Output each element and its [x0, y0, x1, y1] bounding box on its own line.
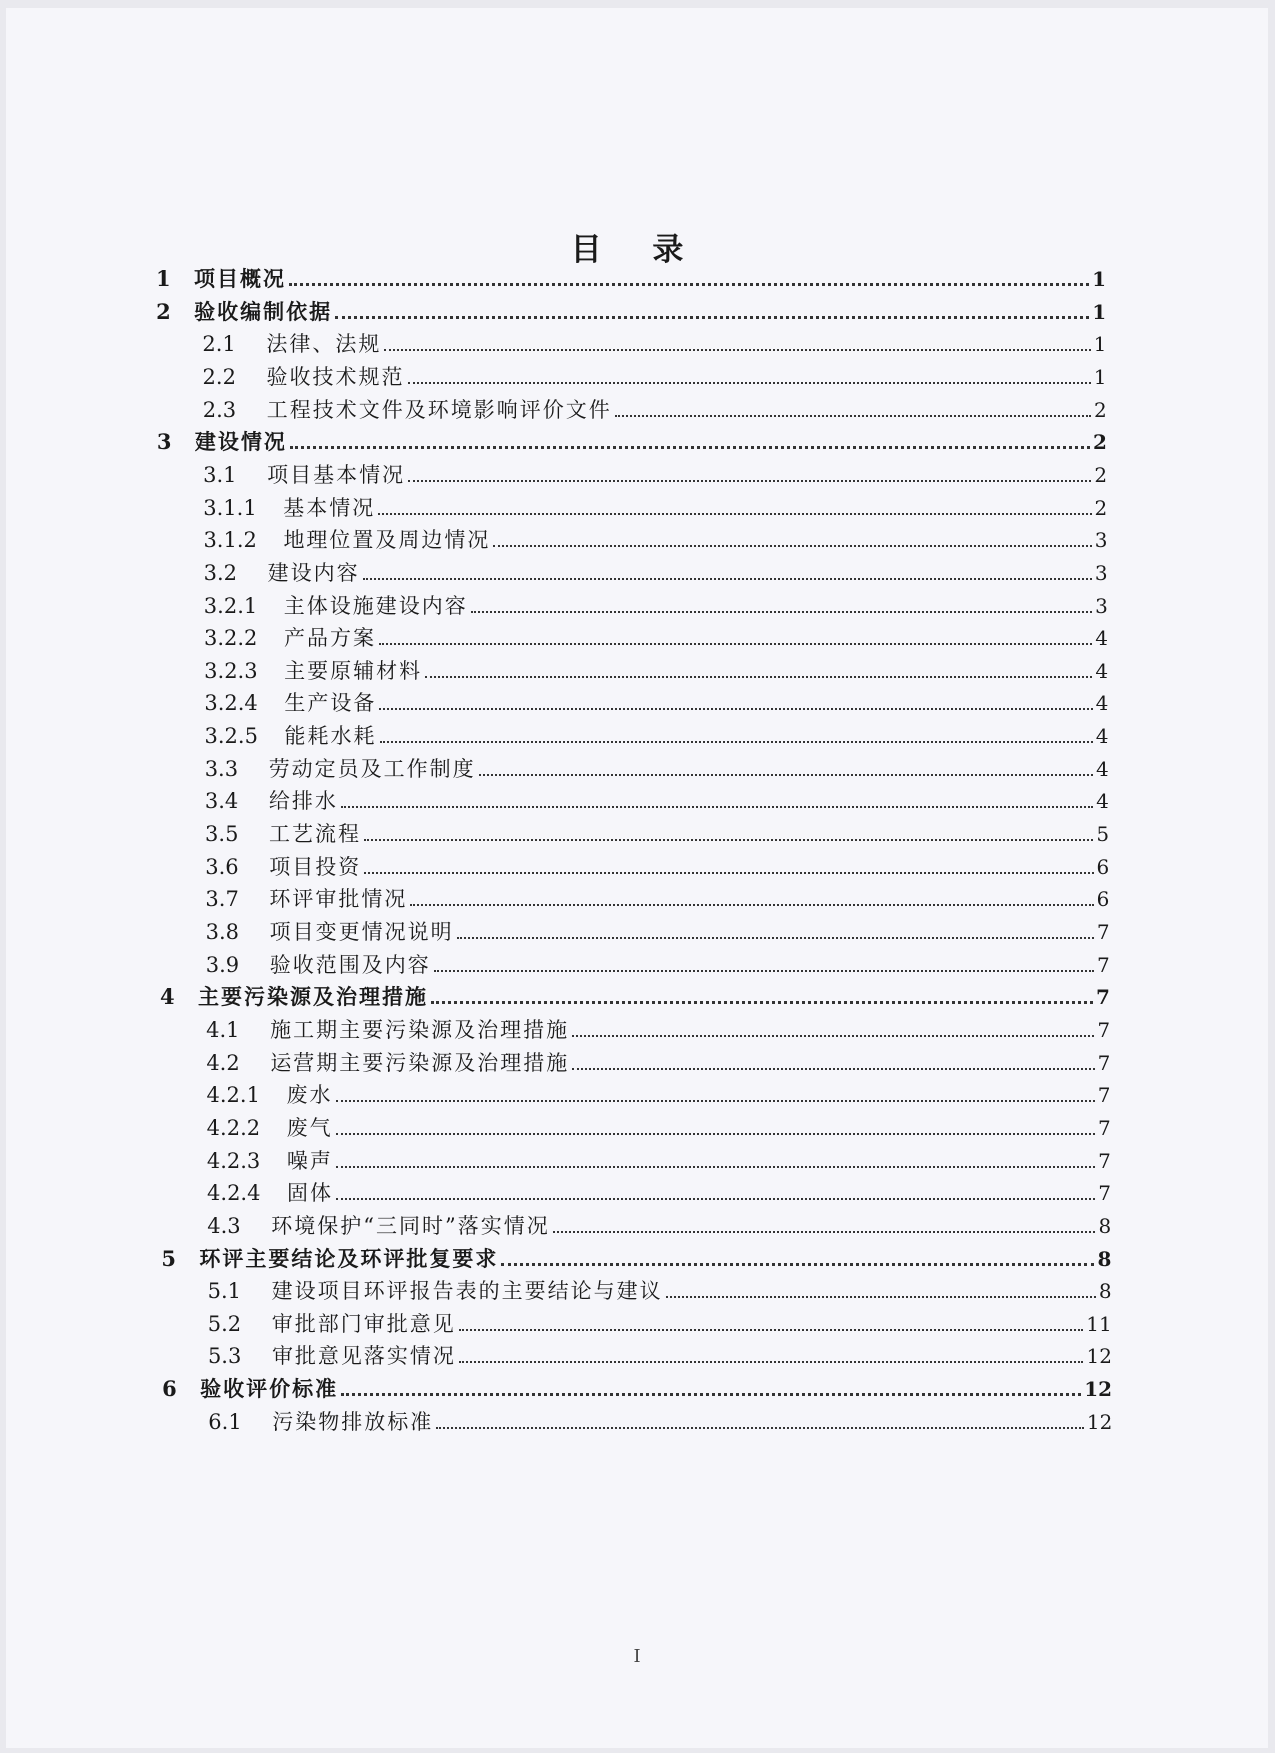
toc-entry-page: 7 — [1097, 1083, 1111, 1108]
toc-entry[interactable] — [162, 1368, 1112, 1402]
dot-leader — [459, 1361, 1084, 1363]
toc-entry[interactable] — [206, 1009, 1110, 1043]
toc-entry-title: 法律、法规 — [266, 332, 382, 357]
toc-entry[interactable] — [206, 944, 1110, 978]
dot-leader — [335, 316, 1089, 319]
toc-entry-number: 3.3 — [204, 756, 239, 781]
toc-entry-page: 1 — [1093, 332, 1107, 357]
toc-entry-page: 2 — [1093, 397, 1107, 422]
toc-entry-page: 6 — [1096, 854, 1110, 879]
toc-entry-title: 工程技术文件及环境影响评价文件 — [266, 397, 612, 422]
toc-entry-title: 主要污染源及治理措施 — [197, 984, 428, 1010]
toc-entry-page: 7 — [1096, 985, 1110, 1010]
dot-leader — [336, 1100, 1095, 1102]
toc-entry-number: 3.1.2 — [203, 528, 257, 553]
toc-entry-page: 4 — [1095, 756, 1109, 781]
toc-entry[interactable] — [206, 911, 1110, 945]
toc-entry-number: 3.9 — [205, 952, 240, 977]
toc-entry-page: 4 — [1095, 724, 1109, 749]
toc-entry[interactable] — [205, 878, 1109, 912]
toc-entry-page: 8 — [1098, 1279, 1112, 1304]
dot-leader — [378, 513, 1091, 515]
toc-entry-title: 噪声 — [286, 1148, 333, 1173]
toc-entry[interactable] — [203, 519, 1107, 553]
toc-entry-number: 3.4 — [204, 789, 239, 814]
dot-leader — [341, 806, 1093, 808]
dot-leader — [459, 1329, 1084, 1331]
toc-entry-page: 4 — [1095, 658, 1109, 683]
toc-entry-title: 环评审批情况 — [269, 887, 408, 912]
toc-entry[interactable] — [204, 585, 1108, 619]
toc-entry-page: 12 — [1086, 1344, 1112, 1369]
toc-entry[interactable] — [207, 1140, 1111, 1174]
toc-entry-number: 1 — [156, 266, 171, 291]
toc-entry-number: 3.2.3 — [204, 658, 258, 683]
toc-entry-number: 3.2 — [203, 560, 238, 585]
toc-entry-page: 3 — [1095, 593, 1108, 618]
toc-entry-title: 项目变更情况说明 — [269, 920, 454, 944]
toc-entry-page: 7 — [1098, 1148, 1111, 1173]
toc-entry-number: 2.1 — [202, 332, 236, 357]
dot-leader — [379, 708, 1092, 710]
toc-entry-title: 污染物排放标准 — [272, 1409, 434, 1434]
toc-entry-page: 4 — [1095, 626, 1108, 651]
toc-entry[interactable] — [204, 552, 1108, 586]
toc-entry-page: 3 — [1094, 528, 1108, 553]
toc-entry[interactable] — [206, 1042, 1110, 1076]
toc-entry-page: 6 — [1096, 887, 1110, 912]
toc-entry-number: 3.2.2 — [203, 626, 258, 651]
toc-entry-title: 生产设备 — [284, 691, 377, 716]
toc-entry-page: 7 — [1098, 1181, 1112, 1206]
toc-entry[interactable] — [160, 976, 1110, 1010]
toc-entry-title: 基本情况 — [283, 495, 376, 520]
toc-entry-title: 给排水 — [268, 789, 338, 814]
toc-entry[interactable] — [207, 1107, 1111, 1141]
toc-entry-number: 4 — [159, 984, 175, 1010]
toc-entry-page: 8 — [1097, 1246, 1112, 1271]
toc-entry[interactable] — [157, 421, 1107, 455]
toc-entry[interactable] — [207, 1205, 1111, 1239]
toc-entry[interactable] — [161, 1238, 1111, 1272]
dot-leader — [471, 611, 1092, 613]
toc-entry-number: 4.2.2 — [206, 1115, 261, 1140]
toc-entry-page: 2 — [1094, 462, 1108, 487]
dot-leader — [501, 1263, 1094, 1266]
toc-entry-title: 验收技术规范 — [266, 364, 405, 389]
toc-entry-page: 7 — [1097, 952, 1110, 977]
toc-entry-title: 主要原辅材料 — [284, 658, 423, 683]
toc-entry-title: 产品方案 — [283, 626, 376, 651]
toc-entry-title: 固体 — [287, 1181, 334, 1206]
toc-entry-number: 3.2.5 — [204, 724, 258, 749]
toc-entry-number: 3.1 — [203, 462, 237, 487]
toc-entry-title: 能耗水耗 — [284, 724, 377, 749]
dot-leader — [408, 382, 1091, 384]
toc-entry-title: 验收编制依据 — [194, 298, 333, 324]
page-title: 目 录 — [570, 232, 704, 268]
toc-entry-number: 5 — [161, 1245, 177, 1271]
dot-leader — [666, 1296, 1096, 1298]
toc-entry[interactable] — [205, 715, 1109, 749]
toc-entry-page: 4 — [1096, 789, 1109, 814]
toc-entry-page: 2 — [1092, 430, 1107, 455]
dot-leader — [290, 446, 1090, 449]
toc-entry[interactable] — [208, 1270, 1112, 1304]
dot-leader — [479, 774, 1093, 776]
toc-entry-page: 3 — [1094, 560, 1108, 585]
toc-entry-number: 2 — [156, 298, 171, 324]
toc-entry-number: 4.2.4 — [207, 1181, 261, 1206]
toc-entry-number: 3 — [156, 429, 172, 455]
toc-entry[interactable] — [205, 748, 1109, 782]
toc-entry-page: 7 — [1097, 1017, 1111, 1042]
toc-entry-title: 验收范围及内容 — [269, 952, 431, 977]
toc-entry[interactable] — [202, 323, 1106, 357]
dot-leader — [336, 1133, 1095, 1135]
toc-entry-number: 5.1 — [207, 1279, 241, 1304]
toc-entry[interactable] — [156, 291, 1106, 325]
toc-entry-number: 6 — [162, 1376, 177, 1402]
dot-leader — [336, 1166, 1095, 1168]
toc-entry-title: 建设情况 — [194, 429, 287, 455]
toc-entry-number: 3.5 — [205, 822, 239, 847]
toc-entry[interactable] — [203, 356, 1107, 390]
toc-entry-title: 劳动定员及工作制度 — [268, 756, 476, 781]
toc-entry-page: 12 — [1084, 1377, 1113, 1402]
dot-leader — [379, 643, 1092, 645]
dot-leader — [553, 1231, 1096, 1233]
toc-entry[interactable] — [205, 846, 1109, 880]
dot-leader — [572, 1068, 1094, 1070]
toc-entry[interactable] — [205, 780, 1109, 814]
toc-entry-number: 4.2.3 — [206, 1148, 261, 1173]
page-number-footer: I — [633, 1646, 641, 1667]
toc-entry[interactable] — [203, 389, 1107, 423]
toc-entry-page: 5 — [1096, 822, 1110, 847]
dot-leader — [434, 970, 1094, 972]
toc-entry[interactable] — [204, 650, 1108, 684]
toc-entry-page: 8 — [1098, 1213, 1112, 1238]
toc-entry-title: 审批意见落实情况 — [271, 1344, 456, 1369]
toc-entry-number: 4.2 — [206, 1050, 240, 1075]
toc-entry-page: 7 — [1097, 1050, 1111, 1075]
toc-entry-title: 废水 — [286, 1083, 333, 1108]
toc-entry[interactable] — [204, 682, 1108, 716]
dot-leader — [408, 480, 1091, 482]
toc-entry-number: 3.2.1 — [203, 593, 258, 618]
toc-entry-number: 6.1 — [208, 1409, 242, 1434]
toc-entry-page: 7 — [1096, 920, 1110, 944]
toc-entry-number: 4.2.1 — [206, 1083, 260, 1108]
toc-entry-title: 项目基本情况 — [267, 462, 406, 487]
toc-entry[interactable] — [208, 1335, 1112, 1369]
toc-entry[interactable] — [207, 1172, 1111, 1206]
toc-entry-page: 1 — [1092, 299, 1107, 324]
dot-leader — [380, 741, 1093, 743]
toc-entry[interactable] — [207, 1074, 1111, 1108]
toc-entry-number: 2.2 — [202, 364, 236, 389]
toc-entry-title: 施工期主要污染源及治理措施 — [270, 1017, 570, 1042]
document-page — [6, 8, 1268, 1748]
toc-entry-title: 运营期主要污染源及治理措施 — [270, 1050, 570, 1075]
toc-entry-title: 环评主要结论及环评批复要求 — [199, 1245, 499, 1271]
dot-leader — [364, 839, 1093, 841]
toc-entry-page: 1 — [1093, 364, 1107, 389]
toc-entry[interactable] — [208, 1401, 1112, 1435]
toc-entry-title: 主体设施建设内容 — [283, 593, 468, 618]
toc-entry-page: 4 — [1095, 691, 1109, 716]
toc-entry-title: 审批部门审批意见 — [271, 1311, 456, 1336]
dot-leader — [572, 1035, 1094, 1037]
toc-entry-title: 项目概况 — [194, 266, 286, 291]
toc-entry-page: 1 — [1092, 267, 1106, 291]
toc-entry-page: 7 — [1097, 1115, 1111, 1140]
toc-entry-number: 2.3 — [202, 397, 237, 422]
toc-entry[interactable] — [203, 454, 1107, 488]
dot-leader — [336, 1198, 1095, 1200]
dot-leader — [410, 904, 1093, 906]
dot-leader — [363, 578, 1092, 580]
toc-entry[interactable] — [208, 1303, 1112, 1337]
toc-entry-page: 2 — [1094, 495, 1108, 520]
toc-entry-title: 项目投资 — [269, 854, 362, 879]
toc-entry-number: 5.3 — [207, 1344, 242, 1369]
toc-entry-number: 4.3 — [207, 1213, 241, 1238]
dot-leader — [425, 676, 1092, 678]
dot-leader — [615, 415, 1091, 417]
toc-entry-number: 3.8 — [205, 920, 239, 944]
toc-entry-number: 4.1 — [206, 1017, 240, 1042]
toc-entry-title: 验收评价标准 — [200, 1376, 339, 1402]
toc-entry-number: 3.2.4 — [204, 691, 258, 716]
toc-entry-number: 3.7 — [205, 887, 239, 912]
toc-entry-title: 废气 — [286, 1115, 333, 1140]
dot-leader — [289, 283, 1089, 286]
dot-leader — [493, 545, 1091, 547]
dot-leader — [384, 349, 1090, 351]
dot-leader — [436, 1427, 1084, 1429]
toc-entry[interactable] — [156, 258, 1106, 292]
table-of-contents — [6, 8, 1268, 1748]
toc-entry-title: 地理位置及周边情况 — [283, 528, 491, 553]
dot-leader — [341, 1393, 1081, 1396]
dot-leader — [457, 937, 1094, 939]
toc-entry-title: 环境保护“三同时”落实情况 — [271, 1213, 550, 1238]
toc-entry-number: 5.2 — [207, 1311, 242, 1336]
toc-entry[interactable] — [205, 813, 1109, 847]
dot-leader — [364, 872, 1093, 874]
toc-entry[interactable] — [204, 617, 1108, 651]
toc-entry-page: 11 — [1086, 1311, 1112, 1336]
toc-entry-number: 3.6 — [205, 854, 239, 879]
toc-entry-title: 建设内容 — [267, 560, 360, 585]
toc-entry-title: 建设项目环评报告表的主要结论与建议 — [271, 1279, 663, 1304]
toc-entry-number: 3.1.1 — [203, 495, 257, 520]
toc-entry[interactable] — [203, 487, 1107, 521]
dot-leader — [431, 1001, 1093, 1004]
toc-entry-page: 12 — [1086, 1409, 1113, 1434]
toc-entry-title: 工艺流程 — [269, 822, 362, 847]
